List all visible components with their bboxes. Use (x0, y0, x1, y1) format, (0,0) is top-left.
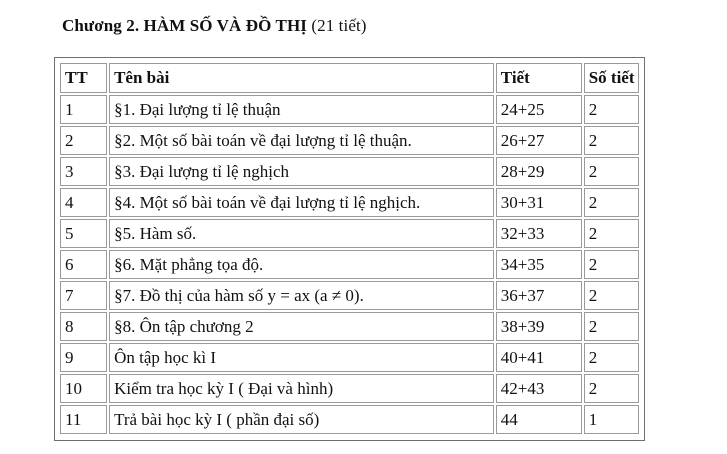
cell-tt: 4 (60, 188, 107, 217)
table-row (60, 312, 639, 341)
header-so-tiet: Số tiết (584, 63, 639, 93)
table-row (60, 405, 639, 434)
header-tiet: Tiết (496, 63, 582, 93)
table-row (60, 157, 639, 186)
table-row (60, 374, 639, 403)
page-title (62, 16, 367, 36)
cell-tiet: 36+37 (496, 281, 582, 310)
cell-tt: 5 (60, 219, 107, 248)
cell-so-tiet: 2 (584, 219, 639, 248)
lesson-table-frame (54, 57, 645, 441)
cell-so-tiet: 1 (584, 405, 639, 434)
table-row (60, 188, 639, 217)
table-row (60, 250, 639, 279)
table-row (60, 219, 639, 248)
table-body (60, 95, 639, 434)
cell-so-tiet: 2 (584, 343, 639, 372)
table-row (60, 343, 639, 372)
header-tt: TT (60, 63, 107, 93)
cell-so-tiet: 2 (584, 95, 639, 124)
cell-tiet: 24+25 (496, 95, 582, 124)
cell-so-tiet: 2 (584, 188, 639, 217)
cell-lesson-name: Kiểm tra học kỳ I ( Đại và hình) (109, 374, 494, 403)
cell-lesson-name: §7. Đồ thị của hàm số y = ax (a ≠ 0). (109, 281, 494, 310)
cell-so-tiet: 2 (584, 250, 639, 279)
chapter-title: Chương 2. HÀM SỐ VÀ ĐỒ THỊ (62, 16, 307, 35)
table-header-row (60, 63, 639, 93)
cell-tt: 10 (60, 374, 107, 403)
table-row (60, 281, 639, 310)
header-lesson-name: Tên bài (109, 63, 494, 93)
cell-lesson-name: Trả bài học kỳ I ( phần đại số) (109, 405, 494, 434)
cell-tiet: 26+27 (496, 126, 582, 155)
cell-tt: 6 (60, 250, 107, 279)
lesson-table (58, 61, 641, 436)
cell-tiet: 34+35 (496, 250, 582, 279)
cell-tiet: 42+43 (496, 374, 582, 403)
cell-tt: 9 (60, 343, 107, 372)
cell-lesson-name: §1. Đại lượng tỉ lệ thuận (109, 95, 494, 124)
cell-tiet: 40+41 (496, 343, 582, 372)
cell-tt: 1 (60, 95, 107, 124)
cell-lesson-name: §8. Ôn tập chương 2 (109, 312, 494, 341)
chapter-periods: (21 tiết) (311, 16, 367, 35)
cell-so-tiet: 2 (584, 312, 639, 341)
cell-lesson-name: §4. Một số bài toán về đại lượng tỉ lệ nghịch. (109, 188, 494, 217)
cell-lesson-name: §2. Một số bài toán về đại lượng tỉ lệ thuận. (109, 126, 494, 155)
cell-tt: 11 (60, 405, 107, 434)
cell-lesson-name: Ôn tập học kì I (109, 343, 494, 372)
cell-tt: 3 (60, 157, 107, 186)
cell-tiet: 38+39 (496, 312, 582, 341)
cell-lesson-name: §3. Đại lượng tỉ lệ nghịch (109, 157, 494, 186)
cell-tt: 7 (60, 281, 107, 310)
table-row (60, 126, 639, 155)
cell-so-tiet: 2 (584, 281, 639, 310)
cell-so-tiet: 2 (584, 157, 639, 186)
cell-tiet: 44 (496, 405, 582, 434)
cell-tt: 8 (60, 312, 107, 341)
cell-so-tiet: 2 (584, 126, 639, 155)
cell-tiet: 32+33 (496, 219, 582, 248)
cell-lesson-name: §6. Mặt phẳng tọa độ. (109, 250, 494, 279)
table-row (60, 95, 639, 124)
cell-tiet: 30+31 (496, 188, 582, 217)
cell-tt: 2 (60, 126, 107, 155)
cell-lesson-name: §5. Hàm số. (109, 219, 494, 248)
cell-so-tiet: 2 (584, 374, 639, 403)
cell-tiet: 28+29 (496, 157, 582, 186)
